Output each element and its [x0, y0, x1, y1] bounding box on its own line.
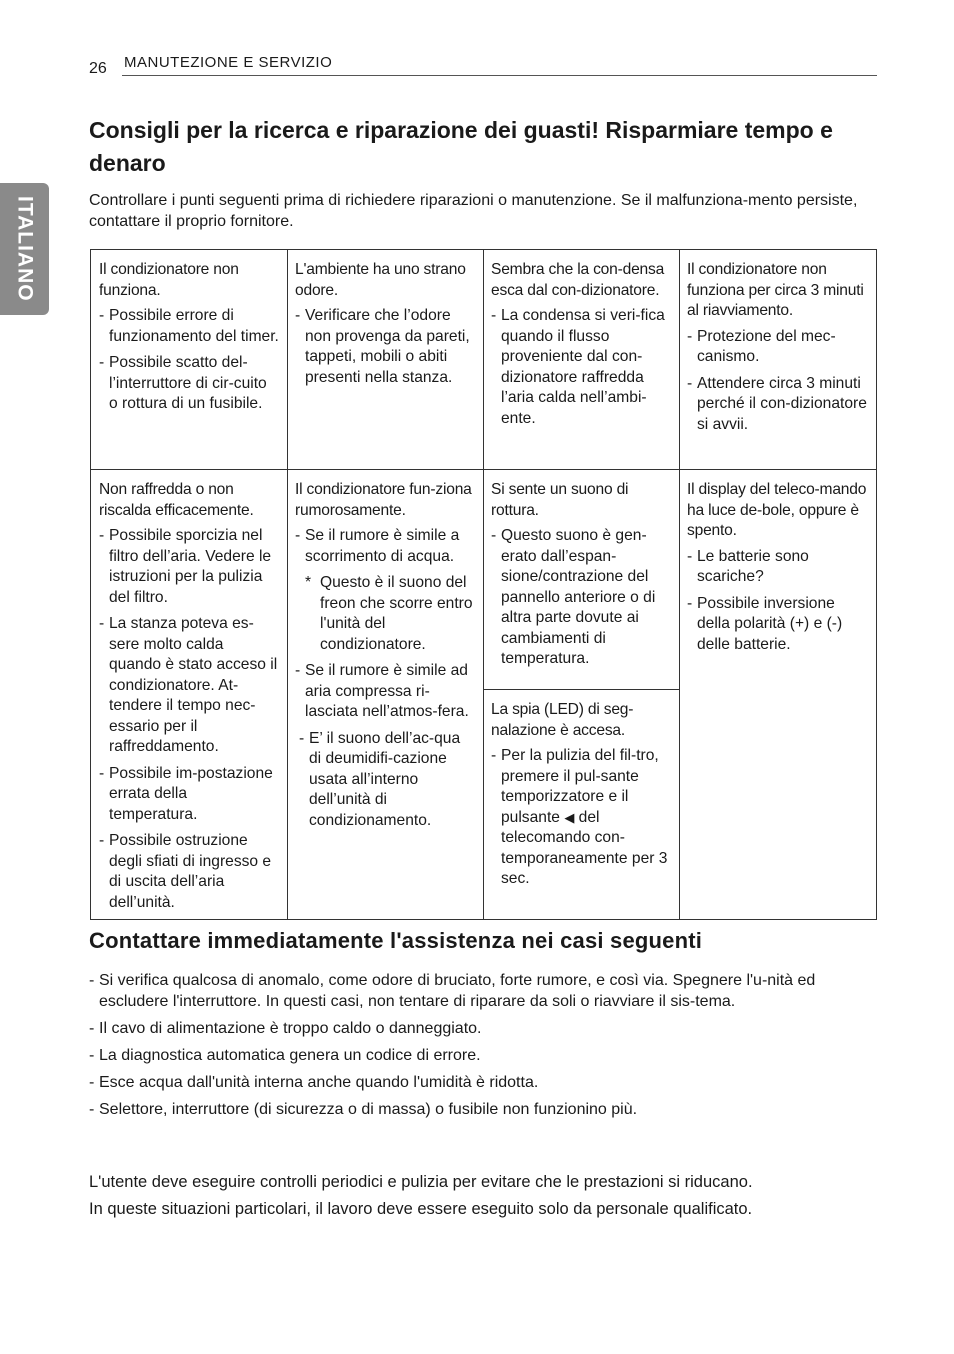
page-number: 26 — [89, 60, 107, 77]
table-cell — [687, 260, 867, 441]
footer-note: In queste situazioni particolari, il lavoro deve essere eseguito solo da personale qualificato. — [89, 1200, 753, 1218]
troubleshooting-table — [90, 249, 877, 920]
cell-heading: Non raffredda o non riscalda efficacemente. — [99, 481, 254, 519]
list-item: - Possibile errore di funzionamento del timer. — [99, 307, 279, 345]
language-tab-label: ITALIANO — [13, 196, 37, 302]
cell-heading: Il condizionatore non funziona. — [99, 261, 239, 299]
table-divider — [91, 469, 876, 470]
list-item: - Protezione del mec-canismo. — [687, 327, 836, 365]
list-item: - Le batterie sono scariche? — [687, 547, 809, 585]
list-item: - Il cavo di alimentazione è troppo caldo o danneggiato. — [89, 1020, 482, 1037]
section-heading: Contattare immediatamente l'assistenza nei casi seguenti — [89, 928, 703, 953]
table-divider — [287, 250, 288, 919]
list-item: - Questo suono è gen-erato dall’espan-sione/contrazione del pannello anteriore o di altra parte dovute ai cambiamenti di temperatura. — [491, 527, 656, 667]
table-divider — [679, 250, 680, 919]
table-cell — [491, 260, 671, 435]
cell-heading: Si sente un suono di rottura. — [491, 481, 629, 519]
section-label: MANUTEZIONE E SERVIZIO — [124, 54, 333, 71]
footer-note: L'utente deve eseguire controlli periodici e pulizia per evitare che le prestazioni si riducano. — [89, 1173, 753, 1191]
intro-paragraph: Controllare i punti seguenti prima di richiedere riparazioni o manutenzione. Se il malfunziona-mento persiste, contattare il proprio fornitore. — [89, 192, 858, 230]
list-item: - Selettore, interruttore (di sicurezza o di massa) o fusibile non funzionino più. — [89, 1101, 638, 1118]
language-tab — [0, 183, 49, 315]
list-item: - La condensa si veri-fica quando il flusso proveniente dal con-dizionatore raffredda l’aria calda nell’ambi-ente. — [491, 307, 665, 427]
list-item: - Possibile scatto del-l’interruttore di cir-cuito o rottura di un fusibile. — [99, 354, 267, 412]
list-item: - Esce acqua dall'unità interna anche quando l'umidità è ridotta. — [89, 1074, 539, 1091]
list-item: - Se il rumore è simile ad aria compressa ri-lasciata nell’atmos-fera. — [295, 662, 469, 720]
list-item: - Si verifica qualcosa di anomalo, come odore di bruciato, forte rumore, e così via. Spegnere l'u-nità ed escludere l'interruttore. In questi casi, non tentare di riparare da soli o riavviare il sis-tema. — [89, 972, 816, 1010]
cell-heading: Sembra che la con-densa esca dal con-dizionatore. — [491, 261, 665, 299]
list-item: - Possibile sporcizia nel filtro dell’aria. Vedere le istruzioni per la pulizia del filtro. — [99, 527, 272, 606]
header-divider — [122, 75, 877, 76]
cell-heading: Il display del teleco-mando ha luce de-bole, oppure è spento. — [687, 481, 867, 539]
table-divider — [483, 250, 484, 919]
table-cell — [295, 260, 475, 394]
left-triangle-icon: ◀ — [564, 809, 575, 825]
table-cell — [295, 480, 475, 837]
cell-heading: La spia (LED) di seg-nalazione è accesa. — [491, 701, 634, 739]
list-item: - Verificare che l’odore non provenga da pareti, tappeti, mobili o abiti presenti nella stanza. — [295, 307, 470, 386]
list-item: - Attendere circa 3 minuti perché il con-dizionatore si avvii. — [687, 374, 867, 433]
table-cell — [99, 260, 279, 421]
table-cell — [491, 480, 671, 676]
table-cell — [687, 480, 867, 661]
list-item: - Possibile im-postazione errata della temperatura. — [99, 764, 273, 823]
cell-heading: L'ambiente ha uno strano odore. — [295, 261, 466, 299]
table-cell — [99, 480, 279, 919]
list-item: - Se il rumore è simile a scorrimento di acqua. — [295, 527, 460, 565]
note-item: * Questo è il suono del freon che scorre entro l'unità del condizionatore. — [305, 574, 473, 653]
list-item: - Per la pulizia del fil-tro, premere il pul-sante temporizzatore e il pulsante ◀ del telecomando con-temporaneamente per 3 sec. — [491, 747, 668, 887]
cell-heading: Il condizionatore fun-ziona rumorosamente. — [295, 481, 472, 519]
list-item: - Possibile ostruzione degli sfiati di ingresso e di uscita dell’aria dell’unità. — [99, 832, 272, 911]
table-divider — [483, 689, 679, 690]
cell-heading: Il condizionatore non funziona per circa 3 minuti al riavviamento. — [687, 261, 864, 319]
list-item: - E’ il suono dell’ac-qua di deumidifi-cazione usata all’interno dell’unità di condizionamento. — [299, 729, 461, 829]
contact-list — [89, 970, 864, 1126]
list-item: - La diagnostica automatica genera un codice di errore. — [89, 1047, 481, 1064]
list-item: - Possibile inversione della polarità (+) e (-) delle batterie. — [687, 594, 843, 653]
table-cell — [491, 700, 671, 896]
list-item: - La stanza poteva es-sere molto calda quando è stato acceso il condizionatore. At-tendere il tempo nec-essario per il raffreddamento. — [99, 615, 278, 755]
page-title: Consigli per la ricerca e riparazione dei guasti! Risparmiare tempo e denaro — [89, 117, 833, 176]
